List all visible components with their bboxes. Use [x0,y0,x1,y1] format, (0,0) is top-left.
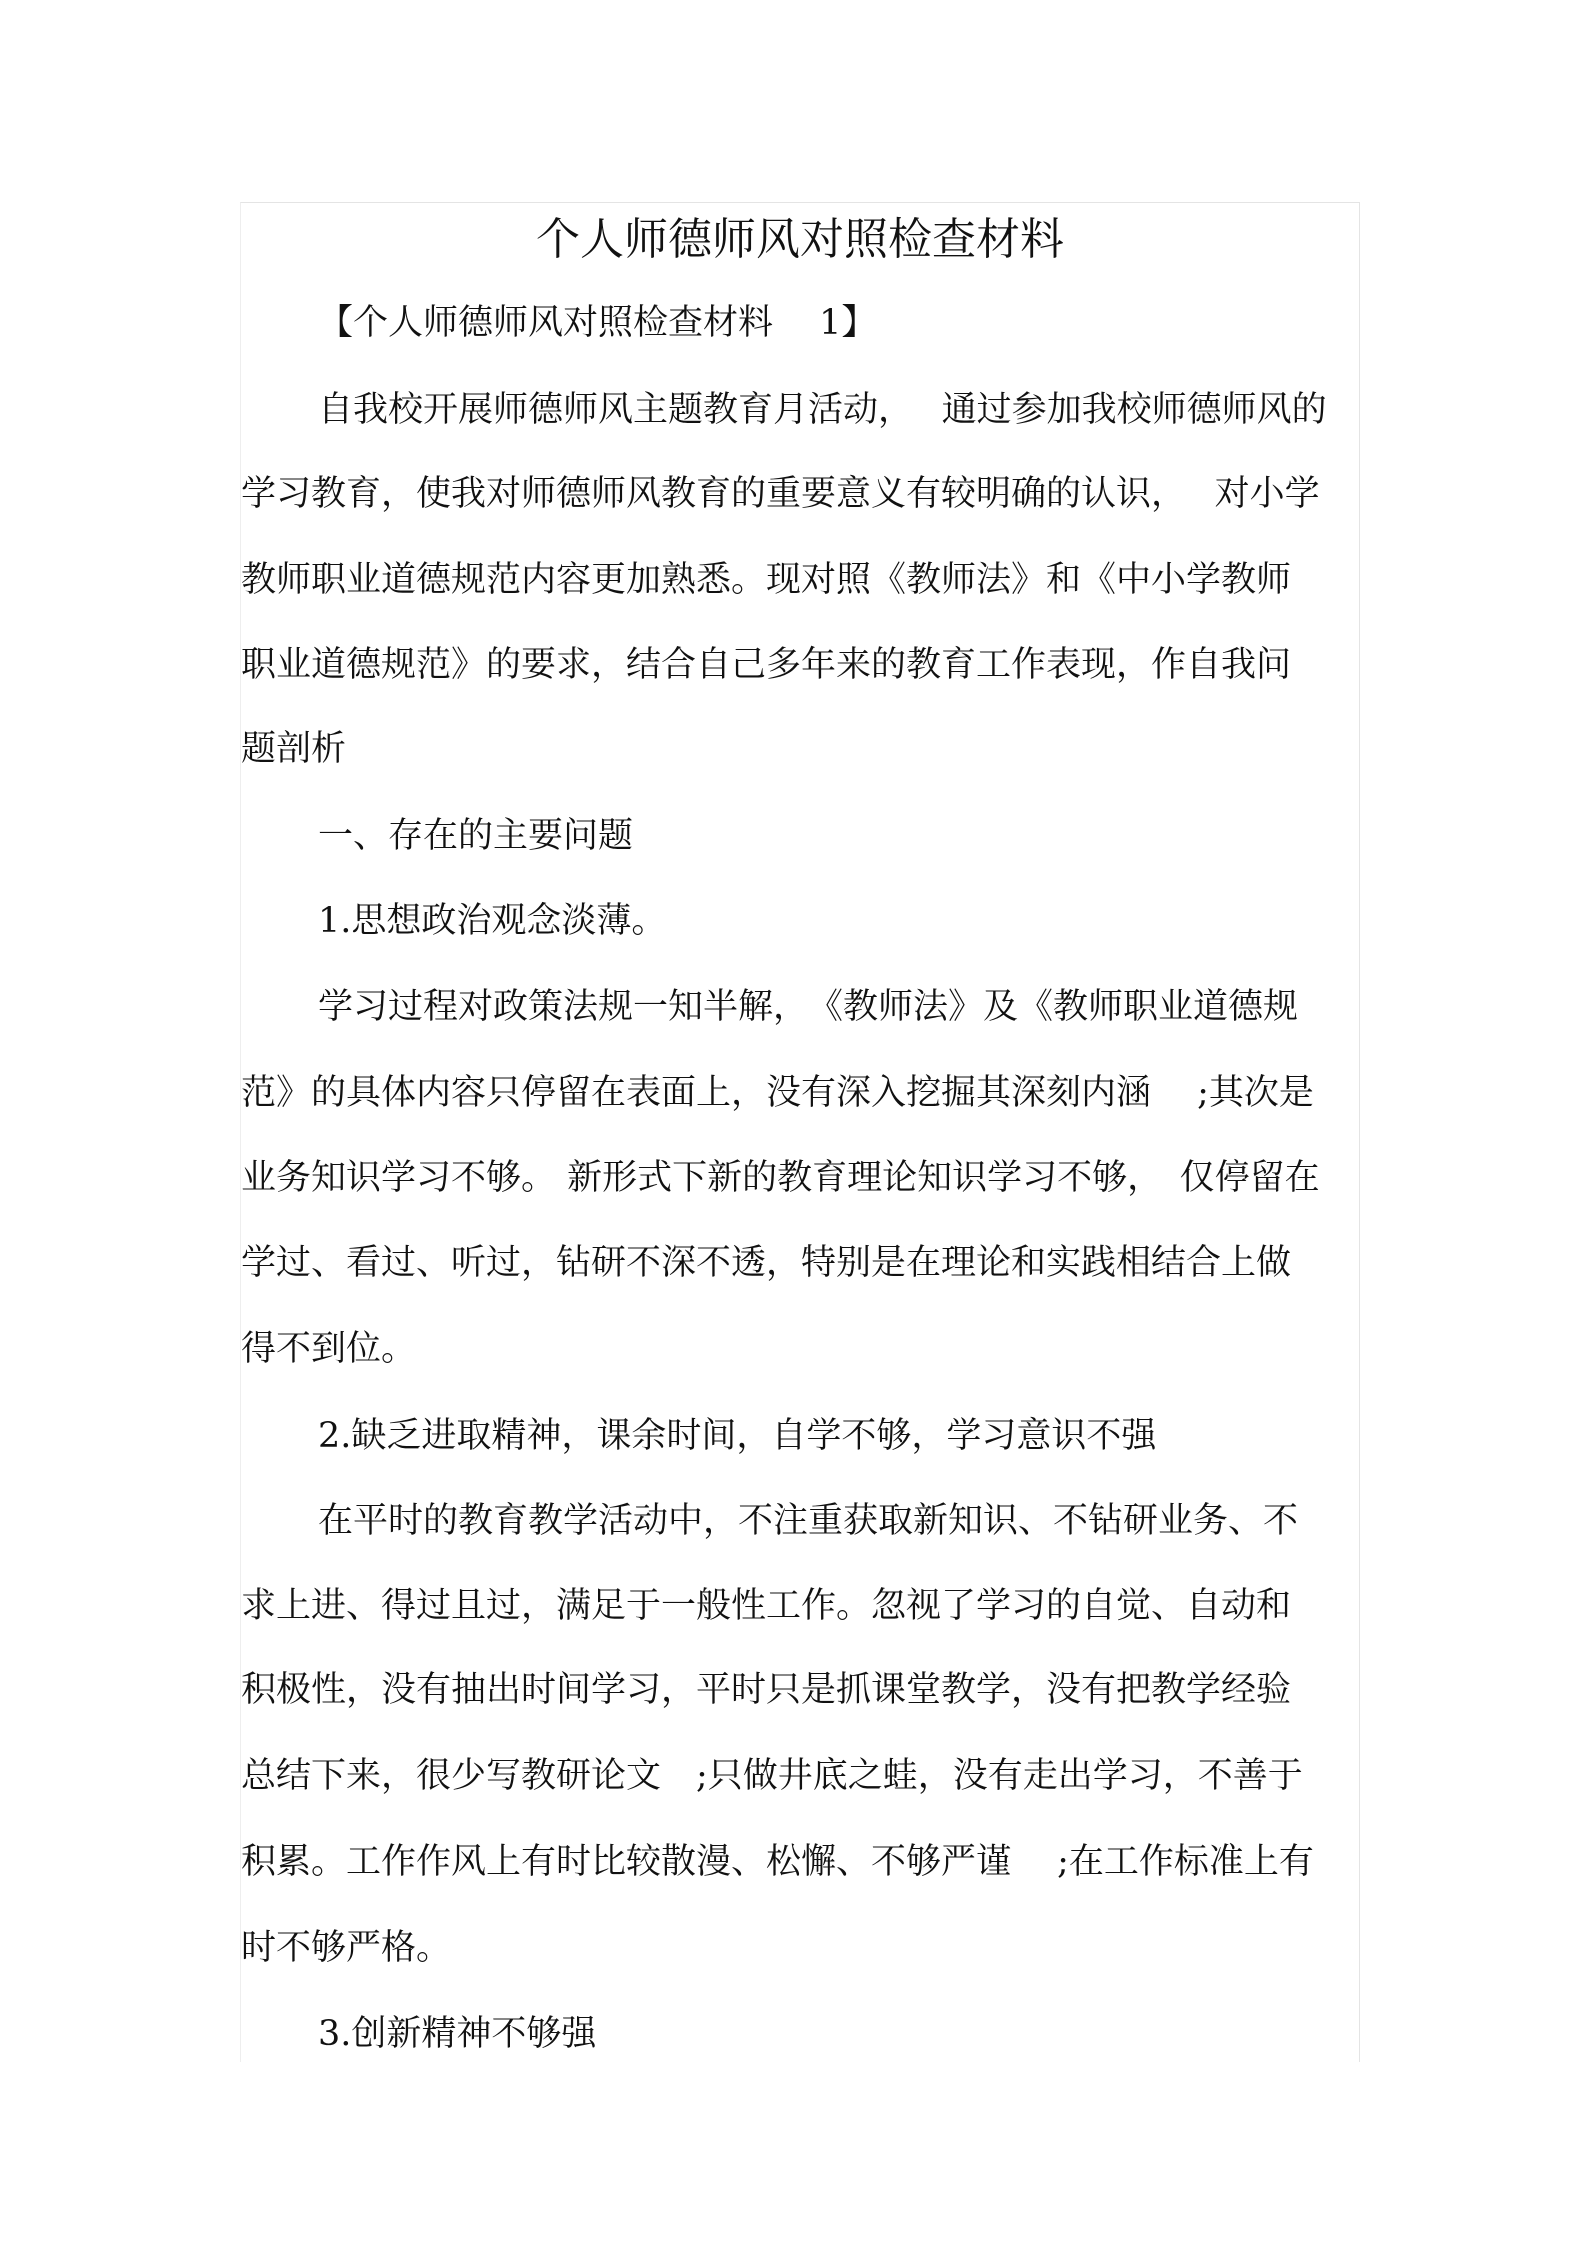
item-heading: 2.缺乏进取精神，课余时间，自学不够，学习意识不强 [318,1416,1157,1456]
paragraph-line: 得不到位。 [241,1329,417,1369]
paragraph-line: 时不够严格。 [241,1928,452,1968]
paragraph-line: 积极性，没有抽出时间学习，平时只是抓课堂教学，没有把教学经验 [241,1670,1292,1710]
paragraph-line: 总结下来，很少写教研论文 ;只做井底之蛙，没有走出学习，不善于 [241,1756,1303,1796]
item-heading: 3.创新精神不够强 [318,2014,597,2054]
document-title: 个人师德师风对照检查材料 [536,214,1064,265]
paragraph-line: 业务知识学习不够。 新形式下新的教育理论知识学习不够， 仅停留在 [241,1158,1320,1198]
paragraph-line: 学过、看过、听过，钻研不深不透，特别是在理论和实践相结合上做 [241,1243,1292,1283]
paragraph-line: 学习教育，使我对师德师风教育的重要意义有较明确的认识， 对小学 [241,474,1320,514]
section-heading: 【个人师德师风对照检查材料 1】 [318,303,877,343]
paragraph-line: 职业道德规范》的要求，结合自己多年来的教育工作表现，作自我问 [241,645,1292,685]
paragraph-line: 范》的具体内容只停留在表面上，没有深入挖掘其深刻内涵 ;其次是 [241,1073,1314,1113]
subsection-heading: 一、存在的主要问题 [318,816,634,856]
item-heading: 1.思想政治观念淡薄。 [318,901,667,941]
paragraph-line: 自我校开展师德师风主题教育月活动， 通过参加我校师德师风的 [318,390,1327,430]
paragraph-line: 求上进、得过且过，满足于一般性工作。忽视了学习的自觉、自动和 [241,1586,1292,1626]
paragraph-line: 在平时的教育教学活动中，不注重获取新知识、不钻研业务、不 [318,1501,1299,1541]
paragraph-line: 积累。工作作风上有时比较散漫、松懈、不够严谨 ;在工作标准上有 [241,1842,1314,1882]
paragraph-line: 题剖析 [241,729,347,769]
paragraph-line: 学习过程对政策法规一知半解， 《教师法》及《教师职业道德规 [318,987,1299,1027]
paragraph-line: 教师职业道德规范内容更加熟悉。现对照《教师法》和《中小学教师 [241,560,1292,600]
